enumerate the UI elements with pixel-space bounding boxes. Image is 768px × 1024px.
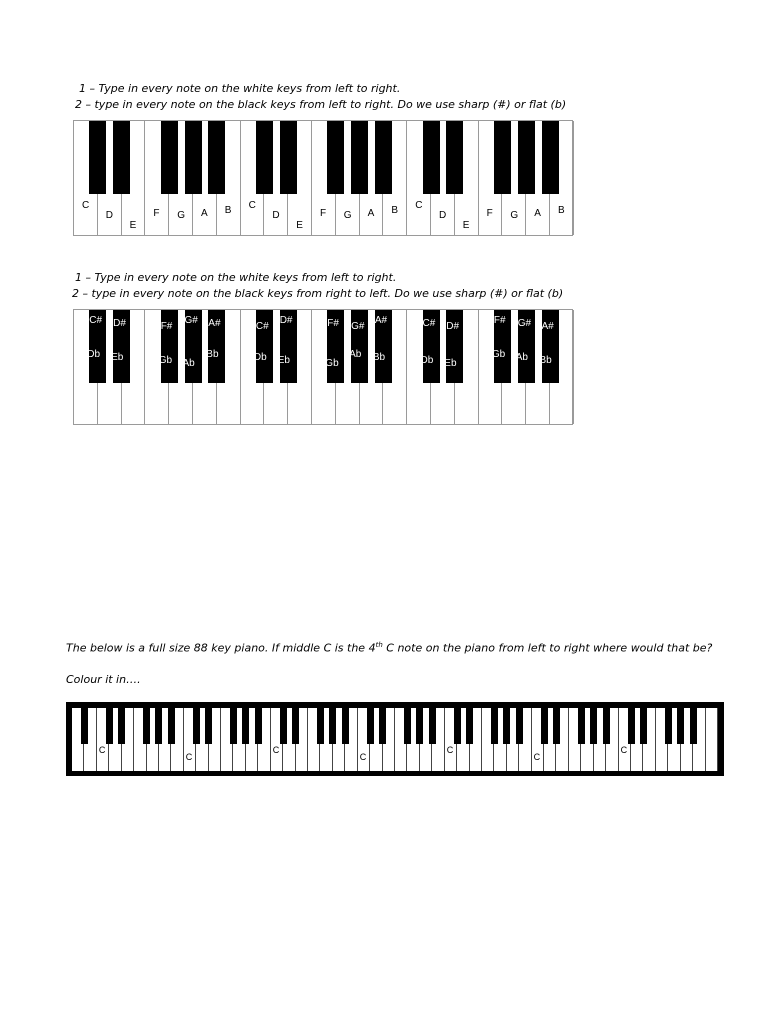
white-key-label: D	[105, 210, 114, 221]
kb2-black-key	[208, 310, 225, 383]
black-key-flat-label: Gb	[158, 355, 173, 366]
black-key-sharp-label: D#	[446, 321, 460, 332]
piano-black-key[interactable]	[168, 708, 175, 744]
kb1-black-key	[185, 121, 202, 194]
black-key-flat-label: Eb	[444, 358, 457, 369]
piano-black-key[interactable]	[603, 708, 610, 744]
kb2-black-key	[446, 310, 463, 383]
kb2-black-key	[89, 310, 106, 383]
piano-black-key[interactable]	[292, 708, 299, 744]
black-key-sharp-label: F#	[327, 318, 339, 329]
piano-c-label: C	[98, 745, 106, 755]
kb1-black-key	[256, 121, 273, 194]
piano-black-key[interactable]	[628, 708, 635, 744]
piano-black-key[interactable]	[106, 708, 113, 744]
piano-black-key[interactable]	[640, 708, 647, 744]
question-text-end: C note on the piano from left to right where would that be?	[382, 641, 713, 655]
kb2-black-key	[372, 310, 392, 383]
black-key-sharp-label: G#	[351, 321, 365, 332]
kb1-black-key	[494, 121, 511, 194]
kb2-black-key	[515, 310, 535, 383]
piano-white-key[interactable]	[706, 708, 718, 771]
piano-black-key[interactable]	[503, 708, 510, 744]
piano-black-key[interactable]	[578, 708, 585, 744]
full-88-key-piano	[66, 702, 724, 776]
keyboard-white-keys-exercise	[73, 120, 573, 236]
piano-c-label: C	[272, 745, 280, 755]
white-key-label: C	[415, 200, 423, 211]
kb1-instruction-2: 2 – type in every note on the black keys from left to right. Do we use sharp (#) or flat (b)	[75, 98, 567, 111]
piano-c-label: C	[359, 752, 367, 762]
black-key-sharp-label: C#	[422, 318, 436, 329]
white-key-label: G	[177, 210, 185, 221]
piano-black-key[interactable]	[342, 708, 349, 744]
black-key-flat-label: Eb	[277, 355, 290, 366]
white-key-label: G	[343, 210, 352, 221]
piano-black-key[interactable]	[677, 708, 684, 744]
piano-c-label: C	[446, 745, 454, 755]
question-superscript: th	[375, 641, 383, 649]
piano-keybed	[72, 708, 718, 771]
piano-black-key[interactable]	[429, 708, 436, 744]
white-key-label: E	[129, 220, 137, 231]
kb1-black-key	[375, 121, 392, 194]
kb1-black-key	[208, 121, 225, 194]
kb2-black-key	[491, 310, 511, 383]
piano-black-key[interactable]	[193, 708, 200, 744]
black-key-sharp-label: D#	[113, 318, 126, 329]
white-key-label: C	[82, 200, 90, 211]
piano-black-key[interactable]	[329, 708, 336, 744]
black-key-flat-label: Ab	[515, 352, 528, 363]
piano-black-key[interactable]	[379, 708, 386, 744]
piano-black-key[interactable]	[143, 708, 150, 744]
white-key-label: C	[248, 200, 256, 211]
piano-black-key[interactable]	[466, 708, 473, 744]
kb1-black-key	[446, 121, 463, 194]
kb2-black-key	[351, 310, 368, 383]
piano-black-key[interactable]	[404, 708, 411, 744]
kb1-black-key	[161, 121, 178, 194]
black-key-sharp-label: A#	[208, 318, 221, 329]
white-key-label: F	[486, 208, 493, 219]
kb2-black-key	[182, 310, 202, 383]
piano-black-key[interactable]	[317, 708, 324, 744]
black-key-flat-label: Ab	[349, 349, 362, 360]
white-key-label: B	[391, 205, 399, 216]
white-key-label: F	[153, 208, 160, 219]
piano-c-label: C	[533, 752, 541, 762]
black-key-sharp-label: A#	[541, 321, 554, 332]
kb2-black-key	[420, 310, 440, 383]
white-key-label: D	[439, 210, 447, 221]
black-key-sharp-label: C#	[255, 321, 269, 332]
kb1-black-key	[542, 121, 559, 194]
piano-c-label: C	[185, 752, 193, 762]
black-key-flat-label: Ab	[182, 358, 195, 369]
black-key-sharp-label: G#	[517, 318, 532, 329]
piano-black-key[interactable]	[367, 708, 374, 744]
kb2-black-key	[327, 310, 344, 383]
piano-black-key[interactable]	[491, 708, 498, 744]
black-key-sharp-label: A#	[374, 315, 388, 326]
black-key-flat-label: Db	[87, 349, 101, 360]
white-key-label: B	[558, 205, 565, 216]
full-piano-question	[66, 641, 712, 655]
black-key-flat-label: Db	[420, 355, 434, 366]
black-key-flat-label: Eb	[111, 352, 124, 363]
kb2-black-key	[113, 310, 130, 383]
black-key-sharp-label: D#	[279, 315, 293, 326]
piano-black-key[interactable]	[553, 708, 560, 744]
black-key-flat-label: Bb	[372, 352, 386, 363]
kb1-black-key	[423, 121, 440, 194]
black-key-sharp-label: C#	[89, 315, 103, 326]
piano-black-key[interactable]	[665, 708, 672, 744]
white-key-label: E	[462, 220, 470, 231]
kb1-black-key	[113, 121, 130, 194]
kb1-black-key	[351, 121, 368, 194]
kb1-black-key	[327, 121, 344, 194]
piano-black-key[interactable]	[255, 708, 262, 744]
black-key-sharp-label: F#	[493, 315, 506, 326]
piano-black-key[interactable]	[690, 708, 697, 744]
white-key-label: A	[367, 208, 375, 219]
piano-black-key[interactable]	[155, 708, 162, 744]
kb1-black-key	[518, 121, 535, 194]
piano-c-label: C	[620, 745, 628, 755]
kb2-black-key	[253, 310, 273, 383]
white-key-label: B	[224, 205, 232, 216]
black-key-flat-label: Bb	[539, 355, 552, 366]
piano-black-key[interactable]	[541, 708, 548, 744]
kb1-instruction-1: 1 – Type in every note on the white keys from left to right.	[79, 82, 401, 95]
black-key-flat-label: Db	[253, 352, 267, 363]
kb1-black-key	[280, 121, 297, 194]
colour-it-in-prompt: Colour it in….	[66, 673, 141, 686]
black-key-flat-label: Gb	[491, 349, 506, 360]
piano-black-key[interactable]	[242, 708, 249, 744]
white-key-label: E	[296, 220, 303, 231]
black-key-flat-label: Gb	[325, 358, 339, 369]
piano-black-key[interactable]	[516, 708, 523, 744]
white-key-label: F	[320, 208, 327, 219]
kb1-black-key	[89, 121, 106, 194]
black-key-sharp-label: F#	[160, 321, 173, 332]
piano-black-key[interactable]	[230, 708, 237, 744]
white-key-label: A	[201, 208, 208, 219]
kb2-black-key	[277, 310, 297, 383]
white-key-label: G	[510, 210, 519, 221]
kb2-instruction-2: 2 – type in every note on the black keys from right to left. Do we use sharp (#) or flat (b)	[72, 287, 564, 300]
black-key-flat-label: Bb	[206, 349, 219, 360]
piano-black-key[interactable]	[416, 708, 423, 744]
piano-black-key[interactable]	[205, 708, 212, 744]
piano-black-key[interactable]	[81, 708, 88, 744]
piano-black-key[interactable]	[590, 708, 597, 744]
black-key-sharp-label: G#	[184, 315, 198, 326]
white-key-label: A	[534, 208, 541, 219]
keyboard-black-keys-exercise	[73, 309, 573, 425]
question-text-start: The below is a full size 88 key piano. If middle C is the 4	[66, 641, 376, 655]
piano-black-key[interactable]	[454, 708, 461, 744]
white-key-label: D	[272, 210, 280, 221]
piano-black-key[interactable]	[280, 708, 287, 744]
piano-black-key[interactable]	[118, 708, 125, 744]
kb2-black-key	[158, 310, 178, 383]
kb2-black-key	[539, 310, 559, 383]
kb2-instruction-1: 1 – Type in every note on the white keys from left to right.	[75, 271, 397, 284]
